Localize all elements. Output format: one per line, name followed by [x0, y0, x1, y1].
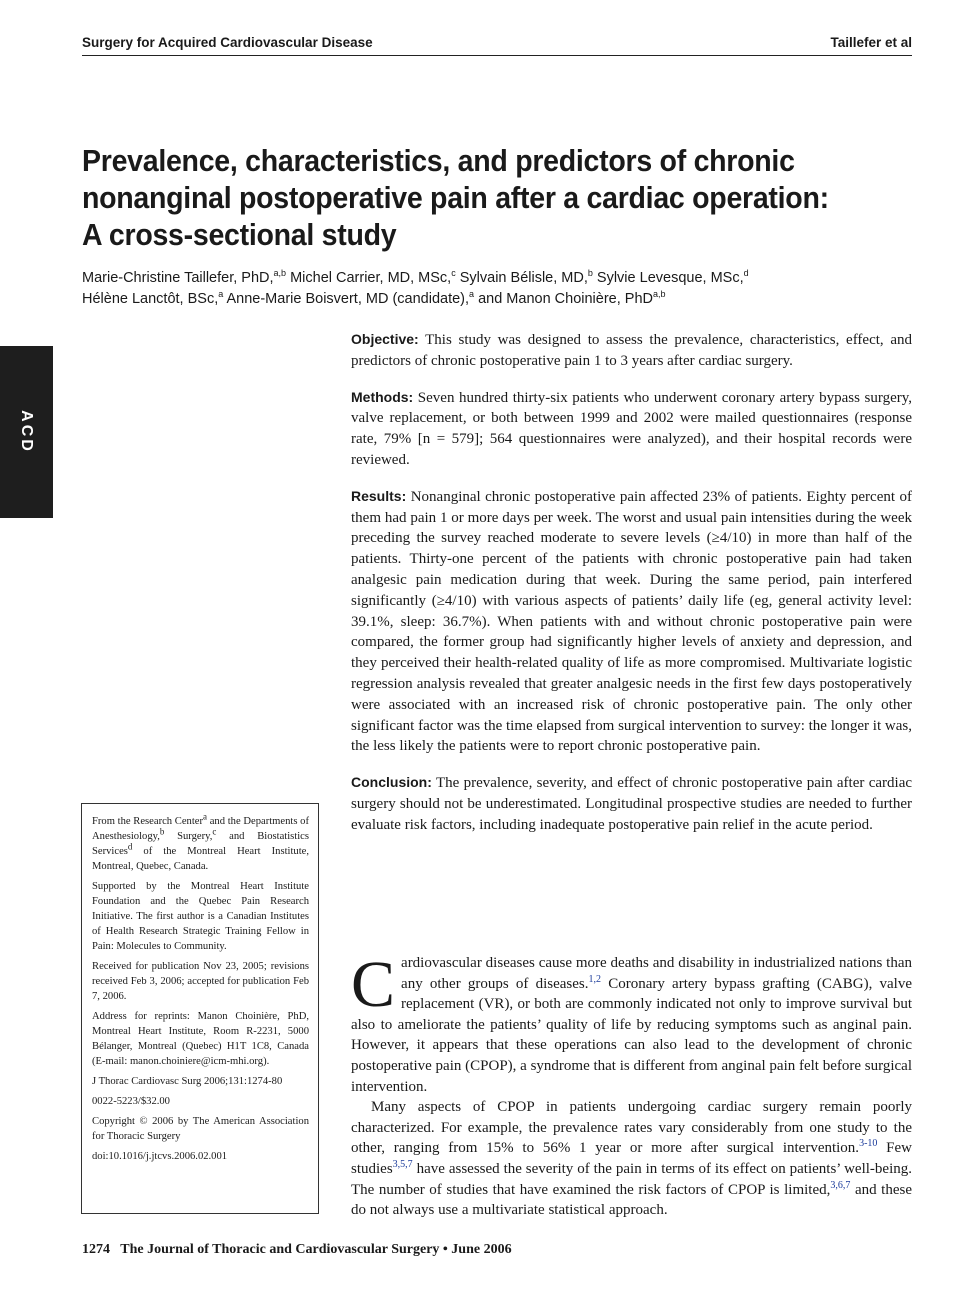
author: Michel Carrier, MD, MSc,: [286, 270, 452, 286]
author: Sylvain Bélisle, MD,: [455, 270, 588, 286]
funding-note: Supported by the Montreal Heart Institute Foundation and the Quebec Pain Research Initiative. The first author is a Canadian Institutes of Health Research Strategic Training Fellow in Pain: Molecules to Community.: [92, 881, 309, 952]
drop-cap: C: [351, 948, 396, 1021]
author: Anne-Marie Boisvert, MD (candidate),: [223, 291, 470, 307]
body-text-run: Few studies: [351, 1140, 912, 1177]
body-text-run: and these do not always use a multivariate statistical approach.: [351, 1181, 913, 1219]
affil-mark: a,b: [653, 289, 666, 300]
body-text: [351, 948, 913, 1221]
reference-link[interactable]: 3-10: [859, 1138, 878, 1150]
affil-mark: a: [203, 811, 208, 822]
author: and Manon Choinière, PhD: [474, 291, 654, 307]
affil-mark: b: [159, 826, 165, 837]
conclusion-text: The prevalence, severity, and effect of chronic postoperative pain after cardiac surgery should not be underestimated. Longitudinal prospective studies are needed to further evaluate risk factors, including inadequate postoperative pain relief in the acute period.: [351, 775, 913, 833]
results-label: Results:: [351, 487, 407, 504]
abstract: [351, 329, 912, 846]
section-side-tab: [0, 346, 53, 518]
methods-label: Methods:: [351, 388, 414, 405]
abstract-objective: [351, 329, 912, 372]
article-info-box: [81, 803, 319, 1214]
affil-text: Surgery,: [164, 831, 213, 842]
side-tab-label: ACD: [18, 410, 35, 454]
body-paragraph-2: [351, 1097, 912, 1221]
reference-link[interactable]: 1,2: [588, 973, 602, 985]
reprint-address: Address for reprints: Manon Choinière, PhD, Montreal Heart Institute, Room R-2231, 5000 Bélanger, Montreal (Quebec) H1T 1C8, Canada (E-mail: manon.choiniere@icm-mhi.org).: [92, 1011, 309, 1067]
author: Marie-Christine Taillefer, PhD,: [82, 270, 274, 286]
copyright: Copyright © 2006 by The American Association for Thoracic Surgery: [92, 1116, 309, 1142]
abstract-results: [351, 486, 912, 757]
body-text-run: have assessed the severity of the pain in terms of its effect on patients’ well-being. The number of studies that have examined the risk factors of CPOP is limited,: [351, 1160, 912, 1198]
author-line-2: [82, 289, 922, 310]
page-footer: 1274 The Journal of Thoracic and Cardiovascular Surgery • June 2006: [82, 1242, 512, 1257]
author-line-1: [82, 268, 922, 289]
affil-text: and the Departments of Anesthesiology,: [92, 816, 309, 842]
results-text: Nonanginal chronic postoperative pain affected 23% of patients. Eighty percent of them had pain 1 or more days per week. The worst and usual pain intensities during the week preceding the survey reached moderate to severe levels (≥4/10) in more than half of the patients. Thirty-one percent of the patients with chronic postoperative pain had taken analgesic pain medication during that week. During the same period, pain interfered significantly (≥4/10) with various aspects of patients’ daily life (eg, general activity level: 39.1%, sleep: 36.7%). When patients with and without chronic postoperative pain were compared, the former group had significantly higher levels of anxiety and depression, and they perceived their health-related quality of life as more compromised. Multivariate logistic regression analysis revealed that greater analgesic needs in the first few days postoperatively were associated with an increased risk of chronic postoperative pain. The only other significant factor was the time elapsed from surgical intervention to survey: the longer it was, the less likely the patients were to report chronic postoperative pain.: [351, 488, 912, 755]
affiliations: [92, 811, 309, 874]
reference-link[interactable]: 3,5,7: [392, 1158, 413, 1170]
reference-link[interactable]: 3,6,7: [830, 1179, 851, 1191]
affil-mark: a: [218, 289, 224, 300]
body-text-run: Many aspects of CPOP in patients undergoing cardiac surgery remain poorly characterized. For example, the prevalence rates vary considerably from one study to the other, ranging from 15% to 56% 1 year or more after surgical intervention.: [351, 1099, 912, 1157]
author-short: Taillefer et al: [830, 35, 912, 50]
affil-mark: c: [212, 826, 217, 837]
body-text-run: Coronary artery bypass grafting (CABG), valve replacement (VR), or both are commonly indicated not only to improve survival but also to ameliorate the patients’ quality of life by reducing symptoms such as anginal pain. However, it appears that these operations can also lead to the development of chronic postoperative pain (CPOP), a syndrome that is different from anginal pain felt before surgical intervention.: [351, 975, 912, 1095]
affil-mark: d: [127, 841, 133, 852]
issn: 0022-5223/$32.00: [92, 1096, 170, 1107]
affil-mark: d: [743, 268, 749, 279]
affil-text: of the Montreal Heart Institute, Montreal, Quebec, Canada.: [92, 846, 309, 872]
abstract-methods: [351, 387, 912, 471]
affil-mark: a,b: [273, 268, 287, 279]
body-text-run: ardiovascular diseases cause more deaths and disability in industrialized nations than any other groups of diseases.: [401, 955, 912, 992]
author-list: [82, 268, 922, 310]
affil-mark: c: [451, 268, 456, 279]
affil-mark: b: [587, 268, 593, 279]
body-paragraph-1: [351, 948, 912, 1097]
doi: doi:10.1016/j.jtcvs.2006.02.001: [92, 1151, 228, 1162]
conclusion-label: Conclusion:: [351, 774, 432, 791]
author: Hélène Lanctôt, BSc,: [82, 291, 219, 307]
objective-text: This study was designed to assess the prevalence, characteristics, effect, and predictors of chronic postoperative pain 1 to 3 years after cardiac surgery.: [351, 332, 912, 369]
journal-citation: J Thorac Cardiovasc Surg 2006;131:1274-80: [92, 1076, 283, 1087]
received-dates: Received for publication Nov 23, 2005; revisions received Feb 3, 2006; accepted for publication Feb 7, 2006.: [92, 961, 309, 1002]
article-title: Prevalence, characteristics, and predictors of chronic nonanginal postoperative pain after a cardiac operation: A cross-sectional study: [82, 143, 829, 252]
methods-text: Seven hundred thirty-six patients who underwent coronary artery bypass surgery, valve replacement, or both between 1999 and 2002 were mailed questionnaires (response rate, 79% [n = 579]; 564 questionnaires were analyzed), and their hospital records were reviewed.: [351, 389, 912, 468]
author: Sylvie Levesque, MSc,: [592, 270, 744, 286]
affil-text: and Biostatistics Services: [92, 831, 309, 857]
abstract-conclusion: [351, 772, 912, 835]
running-header: [82, 33, 912, 56]
affil-mark: a: [469, 289, 475, 300]
objective-label: Objective:: [351, 331, 419, 347]
affil-text: From the Research Center: [92, 816, 204, 827]
section-label: Surgery for Acquired Cardiovascular Disease: [82, 35, 373, 50]
